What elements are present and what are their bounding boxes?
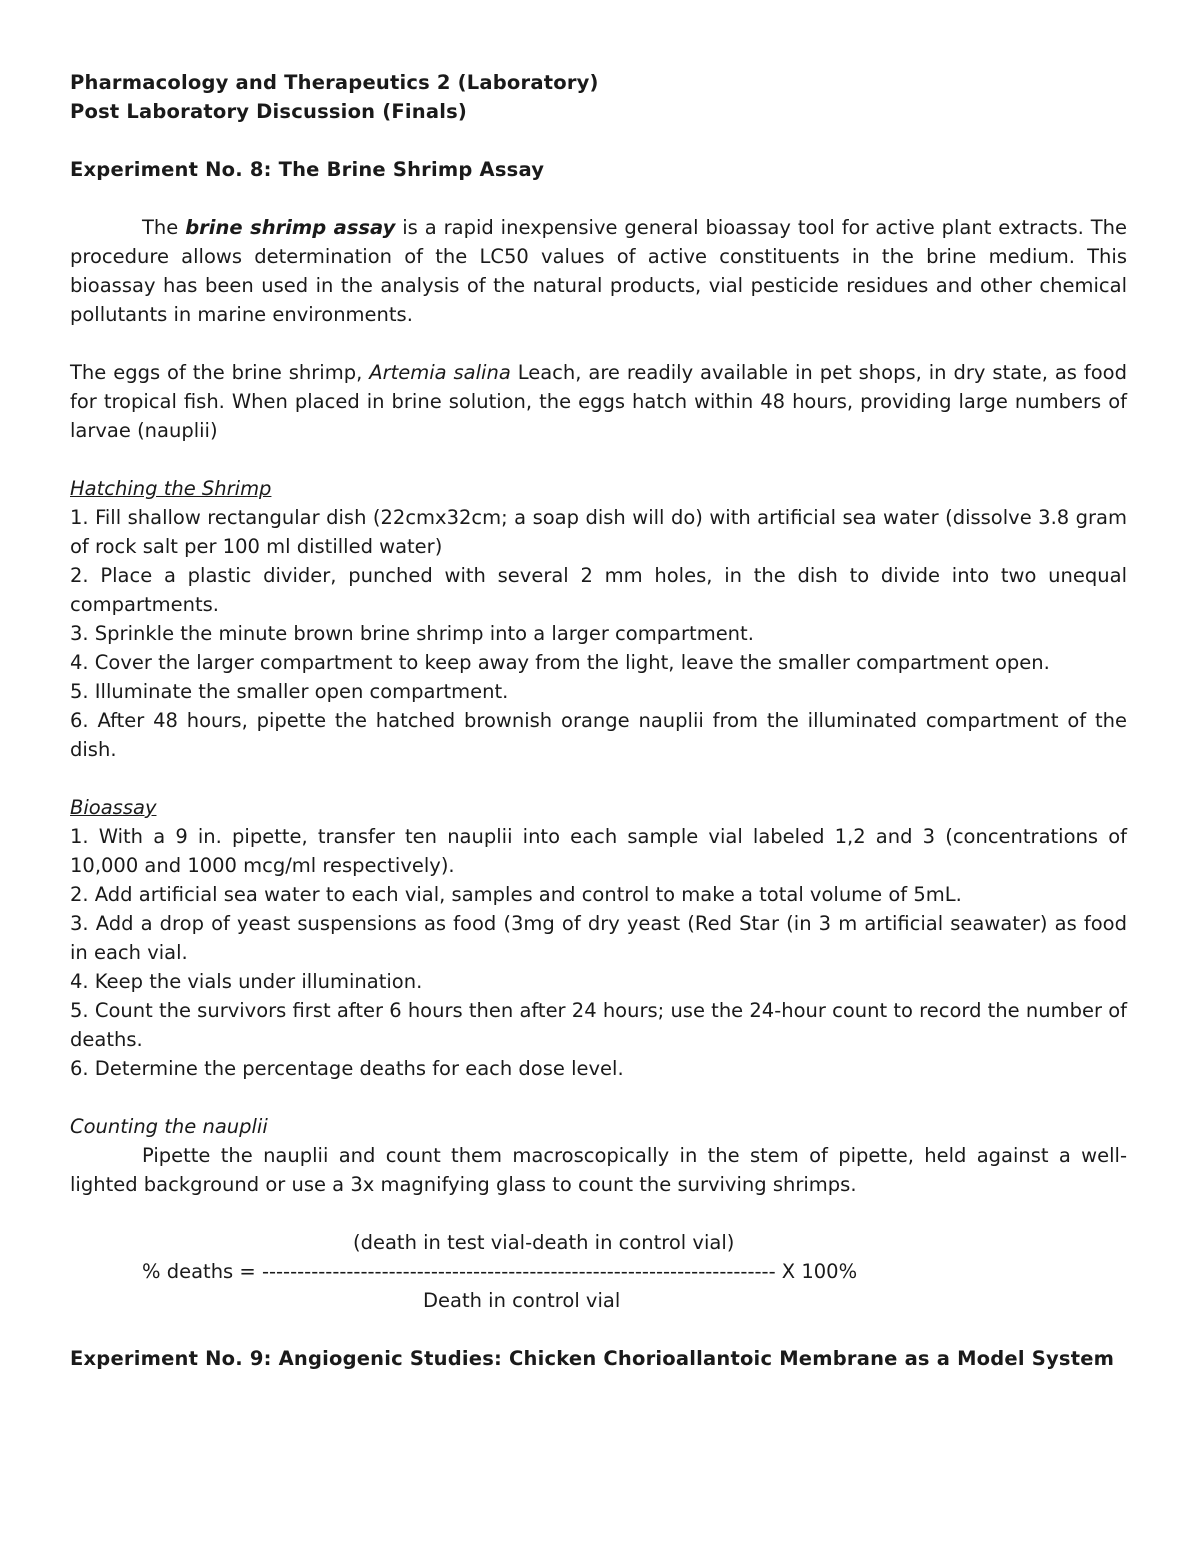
spacer — [70, 1083, 1127, 1112]
eggs-lead: The eggs of the brine shrimp, — [70, 361, 370, 384]
species-name: Artemia salina — [369, 361, 511, 384]
spacer — [70, 329, 1127, 358]
document-subtitle: Post Laboratory Discussion (Finals) — [70, 100, 467, 123]
course-title: Pharmacology and Therapeutics 2 (Laboratory) — [70, 71, 599, 94]
experiment-8-title: Experiment No. 8: The Brine Shrimp Assay — [70, 158, 545, 181]
percent-deaths-formula — [70, 1228, 1127, 1315]
spacer — [70, 184, 1127, 213]
formula-numerator: (death in test vial-death in control vial) — [353, 1231, 735, 1254]
counting-heading: Counting the nauplii — [70, 1115, 268, 1138]
bioassay-step: 3. Add a drop of yeast suspensions as food (3mg of dry yeast (Red Star (in 3 m artificial seawater) as food in each vial. — [70, 912, 1127, 964]
bioassay-step: 1. With a 9 in. pipette, transfer ten nauplii into each sample vial labeled 1,2 and 3 (concentrations of 10,000 and 1000 mcg/ml respectively). — [70, 825, 1127, 877]
experiment-9-title: Experiment No. 9: Angiogenic Studies: Chicken Chorioallantoic Membrane as a Model System — [70, 1347, 1115, 1370]
counting-paragraph: Pipette the nauplii and count them macroscopically in the stem of pipette, held against a well-lighted background or use a 3x magnifying glass to count the surviving shrimps. — [70, 1144, 1127, 1196]
bioassay-heading: Bioassay — [70, 796, 157, 819]
formula-line: % deaths = ------------------------------------------------------------------------- X 100% — [142, 1260, 858, 1283]
formula-denominator: Death in control vial — [423, 1289, 621, 1312]
bioassay-step: 5. Count the survivors first after 6 hours then after 24 hours; use the 24-hour count to record the number of deaths. — [70, 999, 1127, 1051]
bioassay-step: 2. Add artificial sea water to each vial, samples and control to make a total volume of 5mL. — [70, 883, 962, 906]
hatching-heading: Hatching the Shrimp — [70, 477, 272, 500]
intro-paragraph — [70, 213, 1127, 329]
hatching-step: 3. Sprinkle the minute brown brine shrimp into a larger compartment. — [70, 622, 754, 645]
spacer — [70, 445, 1127, 474]
hatching-step: 5. Illuminate the smaller open compartment. — [70, 680, 509, 703]
eggs-rest: Leach, are readily available in pet shops, in dry state, as food for tropical fish. When placed in brine solution, the eggs hatch within 48 hours, providing large numbers of larvae (nauplii) — [70, 361, 1127, 442]
document-page — [70, 68, 1127, 1373]
hatching-step: 1. Fill shallow rectangular dish (22cmx32cm; a soap dish will do) with artificial sea water (dissolve 3.8 gram of rock salt per 100 ml distilled water) — [70, 506, 1127, 558]
bioassay-step: 4. Keep the vials under illumination. — [70, 970, 423, 993]
spacer — [70, 1199, 1127, 1228]
eggs-paragraph — [70, 358, 1127, 445]
spacer — [70, 1315, 1127, 1344]
intro-term: brine shrimp assay — [185, 216, 396, 239]
hatching-step: 2. Place a plastic divider, punched with several 2 mm holes, in the dish to divide into two unequal compartments. — [70, 564, 1127, 616]
intro-lead: The — [142, 216, 186, 239]
spacer — [70, 126, 1127, 155]
bioassay-step: 6. Determine the percentage deaths for each dose level. — [70, 1057, 624, 1080]
hatching-step: 4. Cover the larger compartment to keep away from the light, leave the smaller compartment open. — [70, 651, 1050, 674]
hatching-step: 6. After 48 hours, pipette the hatched brownish orange nauplii from the illuminated compartment of the dish. — [70, 709, 1127, 761]
spacer — [70, 764, 1127, 793]
intro-rest: is a rapid inexpensive general bioassay tool for active plant extracts. The procedure allows determination of the LC50 values of active constituents in the brine medium. This bioassay has been used in the analysis of the natural products, vial pesticide residues and other chemical pollutants in marine environments. — [70, 216, 1128, 326]
